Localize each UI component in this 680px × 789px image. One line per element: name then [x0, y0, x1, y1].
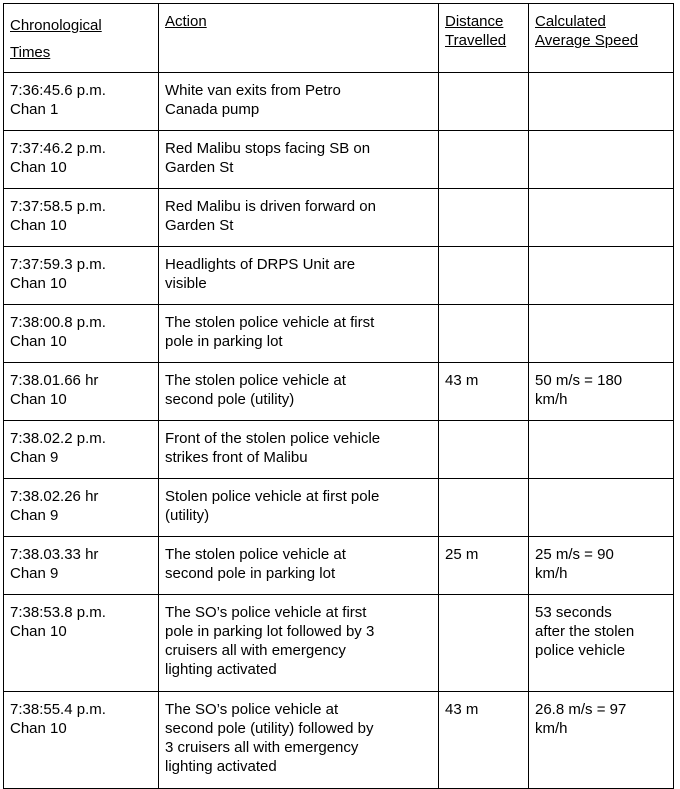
timeline-table — [3, 3, 674, 789]
header-distance-travelled: Distance Travelled — [439, 4, 529, 73]
speed-cell — [529, 421, 674, 479]
speed-cell — [529, 247, 674, 305]
table-row — [4, 479, 674, 537]
table-row — [4, 595, 674, 692]
action-cell: Stolen police vehicle at first pole (utility) — [159, 479, 439, 537]
action-cell: The SO’s police vehicle at second pole (utility) followed by 3 cruisers all with emergency lighting activated — [159, 692, 439, 789]
action-cell: The stolen police vehicle at first pole in parking lot — [159, 305, 439, 363]
distance-cell — [439, 479, 529, 537]
speed-cell: 53 seconds after the stolen police vehicle — [529, 595, 674, 692]
table-row — [4, 73, 674, 131]
distance-cell — [439, 305, 529, 363]
speed-cell: 25 m/s = 90 km/h — [529, 537, 674, 595]
speed-cell — [529, 189, 674, 247]
header-row — [4, 4, 674, 73]
action-cell: The stolen police vehicle at second pole in parking lot — [159, 537, 439, 595]
action-cell: The stolen police vehicle at second pole (utility) — [159, 363, 439, 421]
time-cell: 7:36:45.6 p.m. Chan 1 — [4, 73, 159, 131]
time-cell: 7:37:58.5 p.m. Chan 10 — [4, 189, 159, 247]
speed-cell — [529, 131, 674, 189]
time-cell: 7:38:55.4 p.m. Chan 10 — [4, 692, 159, 789]
time-cell: 7:38.02.2 p.m. Chan 9 — [4, 421, 159, 479]
table-row — [4, 189, 674, 247]
header-average-speed: Calculated Average Speed — [529, 4, 674, 73]
header-chronological-times: Chronological Times — [4, 4, 159, 73]
table-row — [4, 692, 674, 789]
distance-cell — [439, 595, 529, 692]
time-cell: 7:38.02.26 hr Chan 9 — [4, 479, 159, 537]
action-cell: Front of the stolen police vehicle strikes front of Malibu — [159, 421, 439, 479]
action-cell: Red Malibu is driven forward on Garden St — [159, 189, 439, 247]
time-cell: 7:38:00.8 p.m. Chan 10 — [4, 305, 159, 363]
distance-cell: 43 m — [439, 692, 529, 789]
action-cell: Headlights of DRPS Unit are visible — [159, 247, 439, 305]
distance-cell — [439, 421, 529, 479]
distance-cell — [439, 189, 529, 247]
distance-cell: 25 m — [439, 537, 529, 595]
speed-cell: 50 m/s = 180 km/h — [529, 363, 674, 421]
time-cell: 7:38.01.66 hr Chan 10 — [4, 363, 159, 421]
distance-cell — [439, 131, 529, 189]
table-row — [4, 305, 674, 363]
speed-cell — [529, 305, 674, 363]
time-cell: 7:38.03.33 hr Chan 9 — [4, 537, 159, 595]
action-cell: White van exits from Petro Canada pump — [159, 73, 439, 131]
distance-cell: 43 m — [439, 363, 529, 421]
table-row — [4, 421, 674, 479]
table-row — [4, 363, 674, 421]
time-cell: 7:37:59.3 p.m. Chan 10 — [4, 247, 159, 305]
distance-cell — [439, 247, 529, 305]
table-row — [4, 131, 674, 189]
time-cell: 7:38:53.8 p.m. Chan 10 — [4, 595, 159, 692]
table-row — [4, 247, 674, 305]
action-cell: The SO’s police vehicle at first pole in parking lot followed by 3 cruisers all with emergency lighting activated — [159, 595, 439, 692]
header-action: Action — [159, 4, 439, 73]
distance-cell — [439, 73, 529, 131]
speed-cell: 26.8 m/s = 97 km/h — [529, 692, 674, 789]
time-cell: 7:37:46.2 p.m. Chan 10 — [4, 131, 159, 189]
speed-cell — [529, 73, 674, 131]
table-row — [4, 537, 674, 595]
speed-cell — [529, 479, 674, 537]
action-cell: Red Malibu stops facing SB on Garden St — [159, 131, 439, 189]
